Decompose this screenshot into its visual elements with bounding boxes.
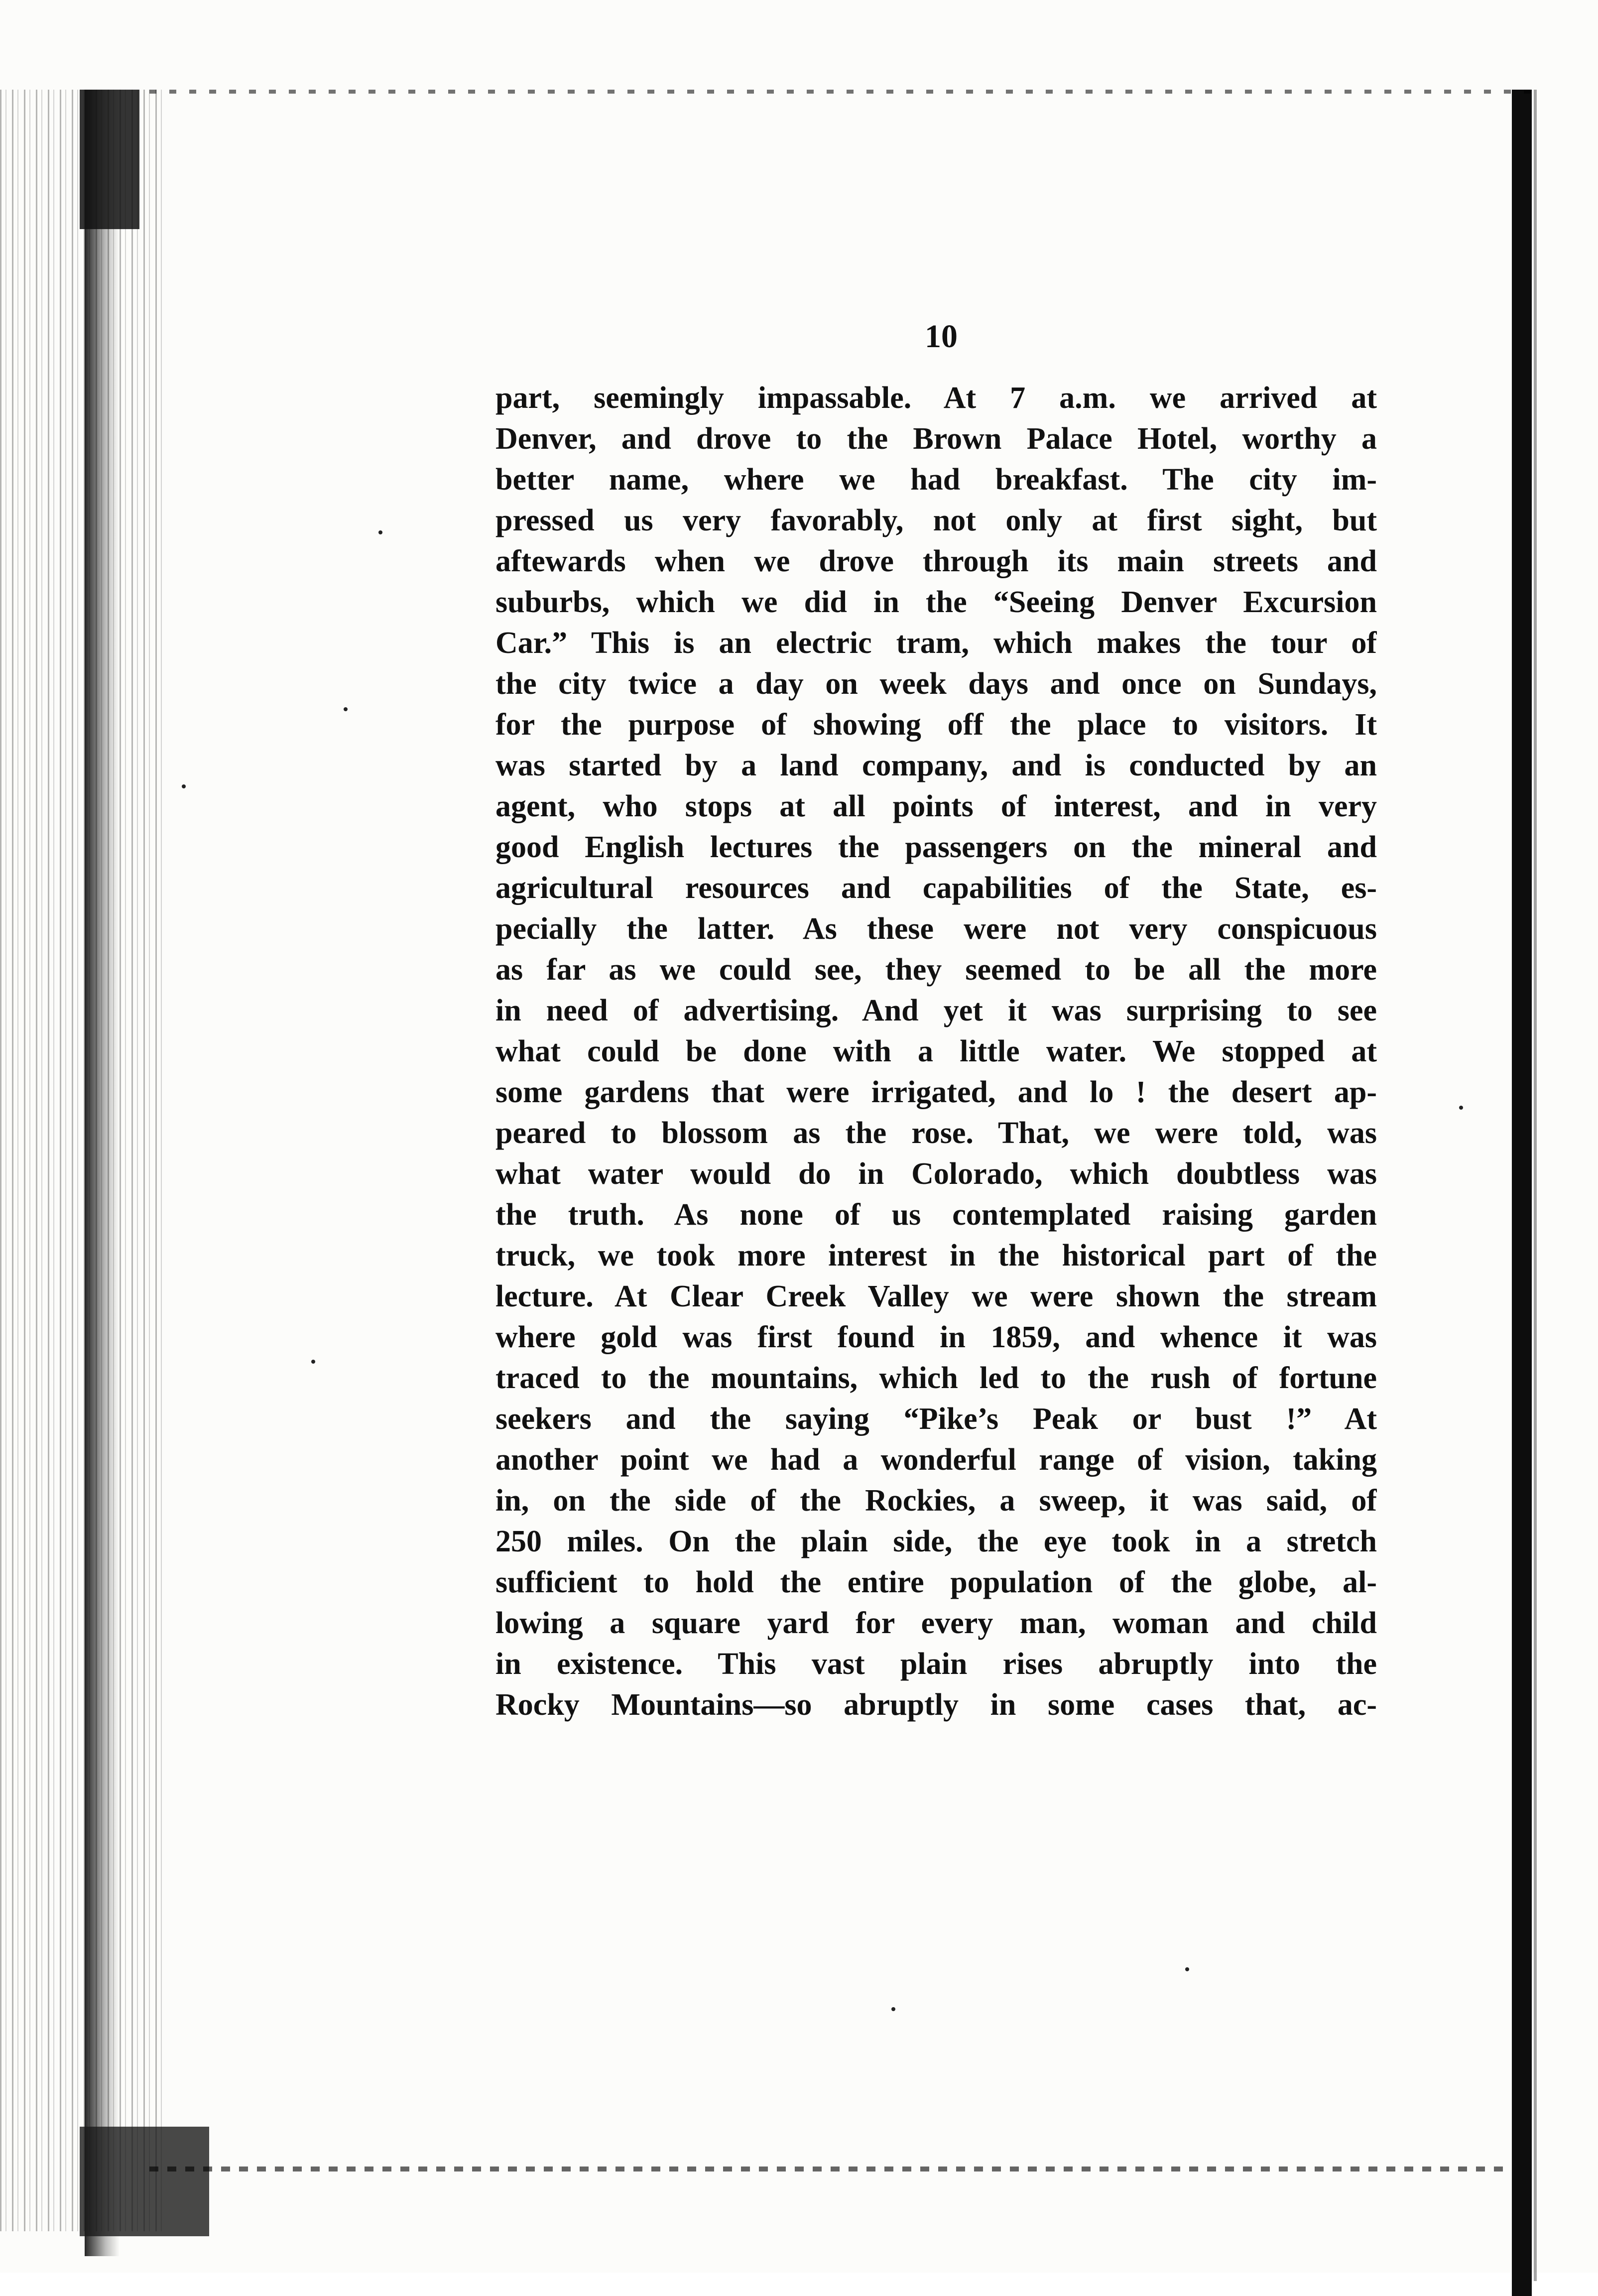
scan-edge-bottom [149, 2167, 1504, 2171]
scan-speck [311, 1360, 315, 1364]
text-line: what water would do in Colorado, which doubtless was [495, 1157, 1377, 1191]
text-line: lecture. At Clear Creek Valley we were shown the stream [495, 1279, 1377, 1313]
scan-speck [378, 530, 382, 534]
binding-edge-left [0, 90, 164, 2231]
text-line: peared to blossom as the rose. That, we were told, was [495, 1116, 1377, 1150]
text-line: pressed us very favorably, not only at first sight, but [495, 504, 1377, 537]
scan-edge-top [149, 90, 1534, 94]
page-edge-right-thin [1534, 90, 1537, 2281]
binding-corner-bottom [80, 2127, 209, 2236]
scan-speck [1459, 1106, 1463, 1110]
text-line: 250 miles. On the plain side, the eye took in a stretch [495, 1525, 1377, 1558]
text-line: some gardens that were irrigated, and lo ! the desert ap- [495, 1075, 1377, 1109]
scan-speck [182, 784, 186, 788]
text-line: where gold was first found in 1859, and whence it was [495, 1320, 1377, 1354]
text-line: another point we had a wonderful range of vision, taking [495, 1443, 1377, 1477]
text-line: pecially the latter. As these were not very conspicuous [495, 912, 1377, 946]
text-line: in existence. This vast plain rises abruptly into the [495, 1647, 1377, 1681]
text-line: the city twice a day on week days and once on Sundays, [495, 667, 1377, 701]
text-line: what could be done with a little water. We stopped at [495, 1034, 1377, 1068]
text-line: in need of advertising. And yet it was surprising to see [495, 994, 1377, 1027]
text-line: truck, we took more interest in the historical part of the [495, 1239, 1377, 1273]
text-line: was started by a land company, and is conducted by an [495, 749, 1377, 782]
text-line: for the purpose of showing off the place to visitors. It [495, 708, 1377, 742]
text-line: part, seemingly impassable. At 7 a.m. we arrived at [495, 381, 1377, 415]
text-line: agent, who stops at all points of interest, and in very [495, 789, 1377, 823]
page-edge-right [1512, 90, 1532, 2296]
page-number: 10 [925, 318, 958, 355]
body-text [495, 378, 1377, 1725]
scan-speck [891, 2007, 895, 2011]
text-line: seekers and the saying “Pike’s Peak or bust !” At [495, 1402, 1377, 1436]
text-line: as far as we could see, they seemed to be all the more [495, 953, 1377, 987]
binding-shadow-left [85, 90, 120, 2256]
text-line: Car.” This is an electric tram, which makes the tour of [495, 626, 1377, 660]
text-line: agricultural resources and capabilities of the State, es- [495, 871, 1377, 905]
text-line: better name, where we had breakfast. The city im- [495, 463, 1377, 497]
text-line: in, on the side of the Rockies, a sweep, it was said, of [495, 1484, 1377, 1518]
text-line: aftewards when we drove through its main streets and [495, 544, 1377, 578]
binding-corner-top [80, 90, 139, 229]
text-line: good English lectures the passengers on the mineral and [495, 830, 1377, 864]
text-line: suburbs, which we did in the “Seeing Denver Excursion [495, 585, 1377, 619]
text-line: sufficient to hold the entire population of the globe, al- [495, 1565, 1377, 1599]
text-line: lowing a square yard for every man, woman and child [495, 1606, 1377, 1640]
scan-speck [344, 707, 348, 711]
text-line: the truth. As none of us contemplated raising garden [495, 1198, 1377, 1232]
text-line: Rocky Mountains—so abruptly in some cases that, ac- [495, 1688, 1377, 1722]
scan-speck [1185, 1967, 1189, 1971]
text-line: Denver, and drove to the Brown Palace Hotel, worthy a [495, 422, 1377, 456]
text-line: traced to the mountains, which led to the rush of fortune [495, 1361, 1377, 1395]
